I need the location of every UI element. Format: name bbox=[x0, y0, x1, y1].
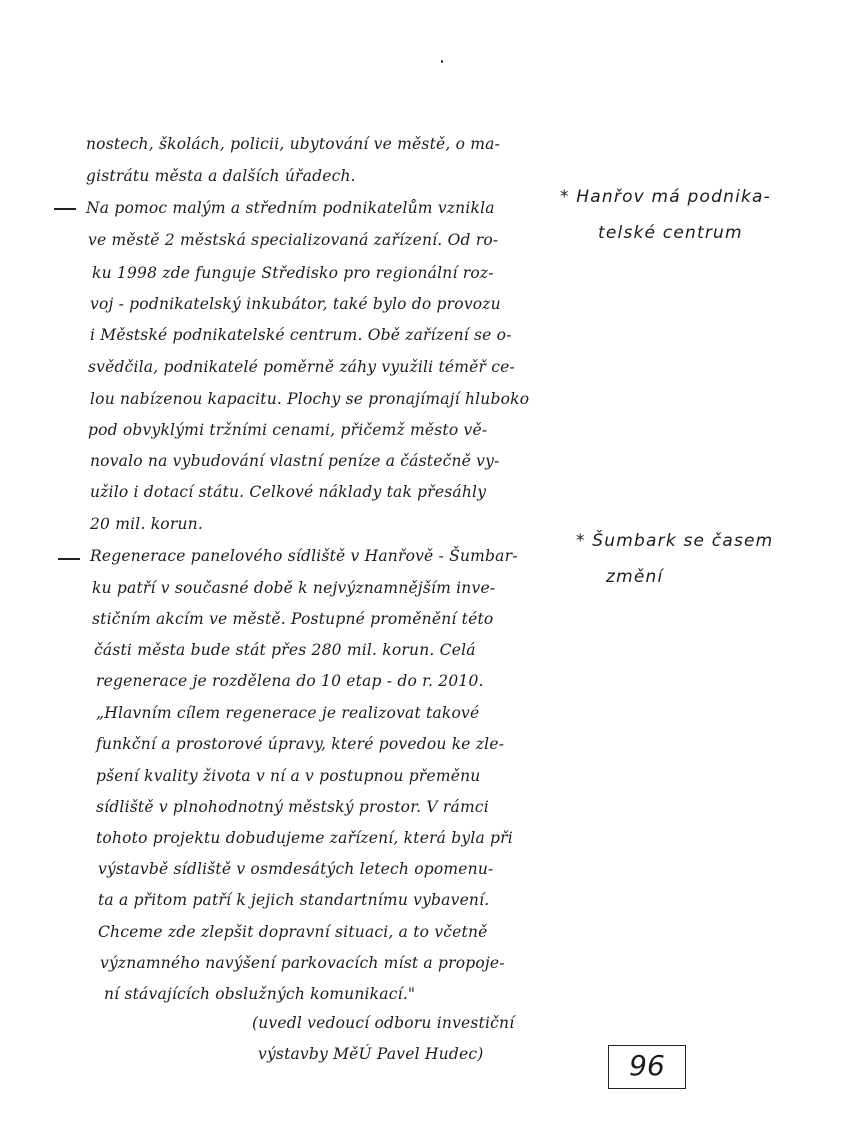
ink-dot bbox=[441, 60, 443, 63]
text-line: 20 mil. korun. bbox=[90, 515, 203, 533]
text-line: sídliště v plnohodnotný městský prostor. V rámci bbox=[96, 798, 489, 816]
text-line: Chceme zde zlepšit dopravní situaci, a to včetně bbox=[98, 923, 488, 941]
text-line: tohoto projektu dobudujeme zařízení, která byla při bbox=[96, 829, 513, 847]
text-line: svědčila, podnikatelé poměrně záhy využili téměř ce- bbox=[88, 358, 515, 376]
bullet-dash bbox=[58, 558, 80, 560]
text-line: ta a přitom patří k jejich standartnímu vybavení. bbox=[98, 891, 490, 909]
text-line: užilo i dotací státu. Celkové náklady tak přesáhly bbox=[90, 483, 487, 501]
text-line: Na pomoc malým a středním podnikatelům vznikla bbox=[86, 199, 495, 217]
text-line: lou nabízenou kapacitu. Plochy se pronajímají hluboko bbox=[90, 390, 530, 408]
text-line: funkční a prostorové úpravy, které povedou ke zle- bbox=[96, 735, 505, 753]
text-line: ve městě 2 městská specializovaná zařízení. Od ro- bbox=[88, 231, 499, 249]
text-line: (uvedl vedoucí odboru investiční bbox=[252, 1014, 515, 1032]
text-line: části města bude stát přes 280 mil. korun. Celá bbox=[94, 641, 476, 659]
text-line: ní stávajících obslužných komunikací." bbox=[104, 985, 416, 1003]
margin-note: telské centrum bbox=[598, 223, 743, 243]
text-line: regenerace je rozdělena do 10 etap - do r. 2010. bbox=[96, 672, 484, 690]
margin-note: * Šumbark se časem bbox=[576, 531, 774, 551]
text-line: pod obvyklými tržními cenami, přičemž město vě- bbox=[88, 421, 488, 439]
margin-note: změní bbox=[606, 567, 664, 587]
text-line: ku patří v současné době k nejvýznamnějším inve- bbox=[92, 579, 496, 597]
text-line: pšení kvality života v ní a v postupnou přeměnu bbox=[96, 767, 481, 785]
text-line: i Městské podnikatelské centrum. Obě zařízení se o- bbox=[90, 326, 512, 344]
text-line: výstavbě sídliště v osmdesátých letech opomenu- bbox=[98, 860, 494, 878]
bullet-dash bbox=[54, 208, 76, 210]
text-line: významného navýšení parkovacích míst a propoje- bbox=[100, 954, 505, 972]
text-line: stičním akcím ve městě. Postupné proměnění této bbox=[92, 610, 494, 628]
text-line: nostech, školách, policii, ubytování ve městě, o ma- bbox=[86, 135, 501, 153]
text-line: „Hlavním cílem regenerace je realizovat takové bbox=[96, 704, 480, 722]
text-line: gistrátu města a dalších úřadech. bbox=[86, 167, 356, 185]
text-line: výstavby MěÚ Pavel Hudec) bbox=[258, 1045, 484, 1063]
text-line: Regenerace panelového sídliště v Hanřově - Šumbar- bbox=[90, 547, 518, 565]
text-line: voj - podnikatelský inkubátor, také bylo do provozu bbox=[90, 295, 501, 313]
text-line: novalo na vybudování vlastní peníze a částečně vy- bbox=[90, 452, 500, 470]
margin-note: * Hanřov má podnika- bbox=[560, 187, 771, 207]
text-line: ku 1998 zde funguje Středisko pro regionální roz- bbox=[92, 264, 494, 282]
page-number: 96 bbox=[608, 1045, 686, 1089]
